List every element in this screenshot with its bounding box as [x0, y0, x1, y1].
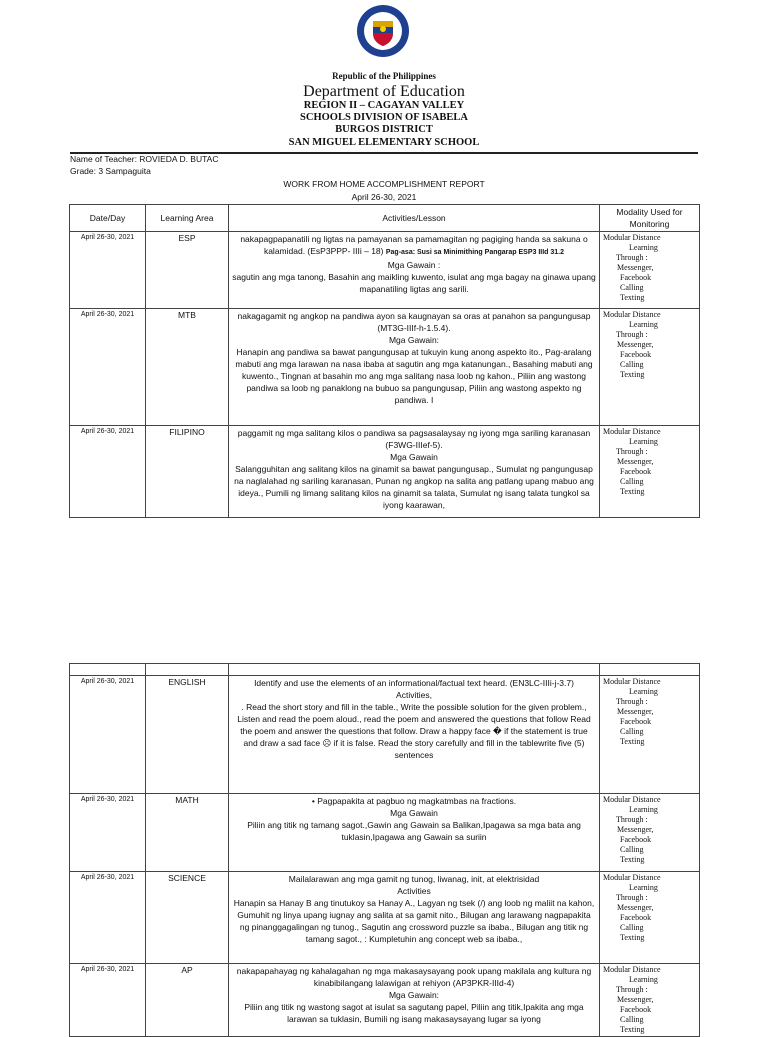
- modality-line: Messenger,: [617, 263, 654, 272]
- modality-line: Messenger,: [617, 707, 654, 716]
- modality-line: Through :: [616, 447, 648, 456]
- modality-line: Calling: [620, 727, 644, 736]
- report-table-page-2: [69, 663, 700, 1037]
- modality-line: Texting: [620, 370, 645, 379]
- modality-line: Calling: [620, 477, 644, 486]
- school-heading: SAN MIGUEL ELEMENTARY SCHOOL: [288, 137, 480, 148]
- modality-line: Modular Distance: [603, 233, 661, 242]
- modality-line: Messenger,: [617, 340, 654, 349]
- district-heading: BURGOS DISTRICT: [335, 124, 433, 135]
- objective-text: • Pagpapakita at pagbuo ng magkatmbas na fractions.: [311, 796, 517, 806]
- column-header-activities: Activities/Lesson: [229, 205, 600, 232]
- objective-text: paggamit ng mga salitang kilos o pandiwa sa pagsasalaysay ng iyong mga sariling karanasan (F3WG-IIIef-5).: [237, 428, 591, 450]
- teacher-name: Name of Teacher: ROVIEDA D. BUTAC: [70, 154, 219, 164]
- activities-label: Mga Gawain:: [388, 335, 440, 345]
- modality-line: Through :: [616, 815, 648, 824]
- modality-line: Modular Distance: [603, 427, 661, 436]
- objective-text: Identify and use the elements of an informational/factual text heard. (EN3LC-IIIi-j-3.7): [254, 678, 574, 688]
- modality-cell: [600, 872, 700, 964]
- modality-line: Facebook: [620, 835, 652, 844]
- objective-text: nakagagamit ng angkop na pandiwa ayon sa kaugnayan sa oras at panahon sa pangungusap (MT3G-IIIf-h-1.5.4).: [237, 311, 591, 333]
- deped-seal-logo: [356, 4, 410, 58]
- activities-text: . Read the short story and fill in the table., Write the possible solution for the given problem., Listen and read the poem aloud., read the poem and answered the questions that follow Read the poem and answer the questions that follow. Draw a happy face � if the statement is true and draw a sad face ☹ if it is false. Read the story carefully and fill in the tablewrite five (5) sentences: [237, 702, 591, 760]
- division-heading: SCHOOLS DIVISION OF ISABELA: [300, 112, 468, 123]
- date-cell: April 26-30, 2021: [70, 232, 146, 309]
- activities-cell: [229, 232, 600, 309]
- activities-cell: [229, 794, 600, 872]
- activities-cell: [229, 872, 600, 964]
- column-header-learning-area: Learning Area: [146, 205, 229, 232]
- activities-label: Activities,: [396, 690, 432, 700]
- report-date: April 26-30, 2021: [351, 192, 417, 202]
- modality-cell: [600, 794, 700, 872]
- objective-text: nakapapahayag ng kahalagahan ng mga makasaysayang pook upang makilala ang kultura ng kinabibilangang lalawigan at rehiyon (AP3PKR-IIId-4): [236, 966, 592, 988]
- modality-line: Facebook: [620, 717, 652, 726]
- lesson-code-text: Pag-asa: Susi sa Minimithing Pangarap ESP3 IIId 31.2: [385, 249, 565, 256]
- modality-line: Modular Distance: [603, 965, 661, 974]
- activities-cell: [229, 309, 600, 426]
- activities-text: Salangguhitan ang salitang kilos na ginamit sa bawat pangungusap., Sumulat ng pangungusap na naglalahad ng sariling karanasan, Punan ng angkop na salita ang patlang upang mabuo ang ideya., Pumili ng limang salitang kilos na ginamit sa talata, Sumulat ng isang talata tungkol sa iyong kaarawan,: [234, 464, 594, 510]
- empty-header-row: [70, 664, 700, 676]
- grade-label: Grade: 3 Sampaguita: [70, 166, 151, 176]
- learning-area-cell: ESP: [146, 232, 229, 309]
- region-heading: REGION II – CAGAYAN VALLEY: [303, 100, 465, 111]
- activities-text: Piliin ang titik ng wastong sagot at isulat sa sagutang papel, Piliin ang titik,Ipakita ang mga larawan sa tuklasin, Bumili ng isang makasaysayang lugar sa iyong: [244, 1002, 584, 1024]
- learning-area-cell: FILIPINO: [146, 426, 229, 518]
- date-cell: April 26-30, 2021: [70, 309, 146, 426]
- modality-line: Facebook: [620, 467, 652, 476]
- activities-cell: [229, 426, 600, 518]
- modality-cell: [600, 964, 700, 1037]
- modality-line: Facebook: [620, 350, 652, 359]
- modality-line: Texting: [620, 933, 645, 942]
- activities-text: Hanapin sa Hanay B ang tinutukoy sa Hanay A., Lagyan ng tsek (/) ang loob ng maliit na kahon, Gumuhit ng linya upang iugnay ang salita at sa gamit nito., Bilugan ang larawang nagpapakita ng pinanggagalingan ng tunog., Sagutin ang crossword puzzle sa ibaba., Bilugan ang titik ng tamang sagot., : Kumpletuhin ang concept web sa ibaba.,: [233, 898, 595, 944]
- activities-label: Mga Gawain: [390, 808, 438, 818]
- modality-line: Messenger,: [617, 903, 654, 912]
- activities-label: Mga Gawain:: [388, 990, 440, 1000]
- modality-line: Calling: [620, 283, 644, 292]
- table-row: [70, 232, 700, 309]
- objective-text: nakapagpapanatili ng ligtas na pamayanan sa pamamagitan ng pagiging handa sa sakuna o kalamidad. (EsP3PPP- IIIi – 18): [240, 234, 588, 256]
- modality-line: Through :: [616, 893, 648, 902]
- activities-cell: [229, 964, 600, 1037]
- modality-line: Learning: [629, 437, 658, 446]
- modality-line: Calling: [620, 1015, 644, 1024]
- report-title: WORK FROM HOME ACCOMPLISHMENT REPORT: [283, 179, 485, 189]
- modality-line: Modular Distance: [603, 310, 661, 319]
- modality-line: Texting: [620, 737, 645, 746]
- modality-line: Messenger,: [617, 995, 654, 1004]
- column-header-date: Date/Day: [70, 205, 146, 232]
- modality-line: Through :: [616, 985, 648, 994]
- modality-line: Facebook: [620, 913, 652, 922]
- modality-line: Calling: [620, 845, 644, 854]
- table-row: [70, 794, 700, 872]
- modality-line: Texting: [620, 1025, 645, 1034]
- table-row: [70, 309, 700, 426]
- date-cell: April 26-30, 2021: [70, 964, 146, 1037]
- modality-line: Learning: [629, 243, 658, 252]
- modality-line: Modular Distance: [603, 873, 661, 882]
- date-cell: April 26-30, 2021: [70, 794, 146, 872]
- modality-line: Facebook: [620, 273, 652, 282]
- table-row: [70, 676, 700, 794]
- modality-cell: [600, 232, 700, 309]
- date-cell: April 26-30, 2021: [70, 426, 146, 518]
- activities-cell: [229, 676, 600, 794]
- learning-area-cell: AP: [146, 964, 229, 1037]
- column-header-modality: Modality Used for Monitoring: [600, 205, 700, 232]
- modality-line: Texting: [620, 293, 645, 302]
- modality-line: Learning: [629, 320, 658, 329]
- modality-line: Through :: [616, 330, 648, 339]
- learning-area-cell: ENGLISH: [146, 676, 229, 794]
- modality-line: Learning: [629, 883, 658, 892]
- department-heading: Department of Education: [303, 83, 465, 100]
- table-row: [70, 426, 700, 518]
- modality-line: Texting: [620, 487, 645, 496]
- republic-heading: Republic of the Philippines: [332, 71, 436, 81]
- table-row: [70, 872, 700, 964]
- table-row: [70, 964, 700, 1037]
- modality-cell: [600, 676, 700, 794]
- modality-line: Calling: [620, 360, 644, 369]
- learning-area-cell: MATH: [146, 794, 229, 872]
- learning-area-cell: MTB: [146, 309, 229, 426]
- activities-label: Mga Gawain :: [387, 260, 441, 270]
- modality-line: Modular Distance: [603, 795, 661, 804]
- table-header-row: [70, 205, 700, 232]
- report-table-page-1: [69, 204, 700, 518]
- modality-line: Messenger,: [617, 457, 654, 466]
- activities-text: sagutin ang mga tanong, Basahin ang maikling kuwento, isulat ang mga bagay na ginawa upang mapanatiling ligtas ang sarili.: [232, 272, 596, 294]
- modality-line: Facebook: [620, 1005, 652, 1014]
- modality-line: Messenger,: [617, 825, 654, 834]
- learning-area-cell: SCIENCE: [146, 872, 229, 964]
- activities-text: Hanapin ang pandiwa sa bawat pangungusap at tukuyin kung anong aspekto ito., Pag-aralang mabuti ang mga larawan na nasa ibaba at sagutin ang mga katanungan., Basahing mabuti ang kuwento., Tingnan at basahin mo ang mga salitang nasa loob ng kahon., Piliin ang wastong pandiwa sa loob ng panaklong na bubuo sa pangungusap, Piliin ang wastong aspekto ng pandiwa. I: [235, 347, 593, 405]
- modality-line: Through :: [616, 697, 648, 706]
- date-cell: April 26-30, 2021: [70, 676, 146, 794]
- modality-line: Modular Distance: [603, 677, 661, 686]
- activities-text: Piliin ang titik ng tamang sagot.,Gawin ang Gawain sa Balikan,Ipagawa sa mga bata ang tuklasin,Ipagawa ang Gawain sa suriin: [247, 820, 581, 842]
- modality-line: Learning: [629, 687, 658, 696]
- modality-line: Learning: [629, 805, 658, 814]
- date-cell: April 26-30, 2021: [70, 872, 146, 964]
- modality-cell: [600, 426, 700, 518]
- activities-label: Activities: [397, 886, 431, 896]
- modality-line: Through :: [616, 253, 648, 262]
- objective-text: Mailalarawan ang mga gamit ng tunog, liwanag, init, at elektrisidad: [288, 874, 540, 884]
- modality-line: Learning: [629, 975, 658, 984]
- activities-label: Mga Gawain: [390, 452, 438, 462]
- modality-cell: [600, 309, 700, 426]
- modality-line: Texting: [620, 855, 645, 864]
- modality-line: Calling: [620, 923, 644, 932]
